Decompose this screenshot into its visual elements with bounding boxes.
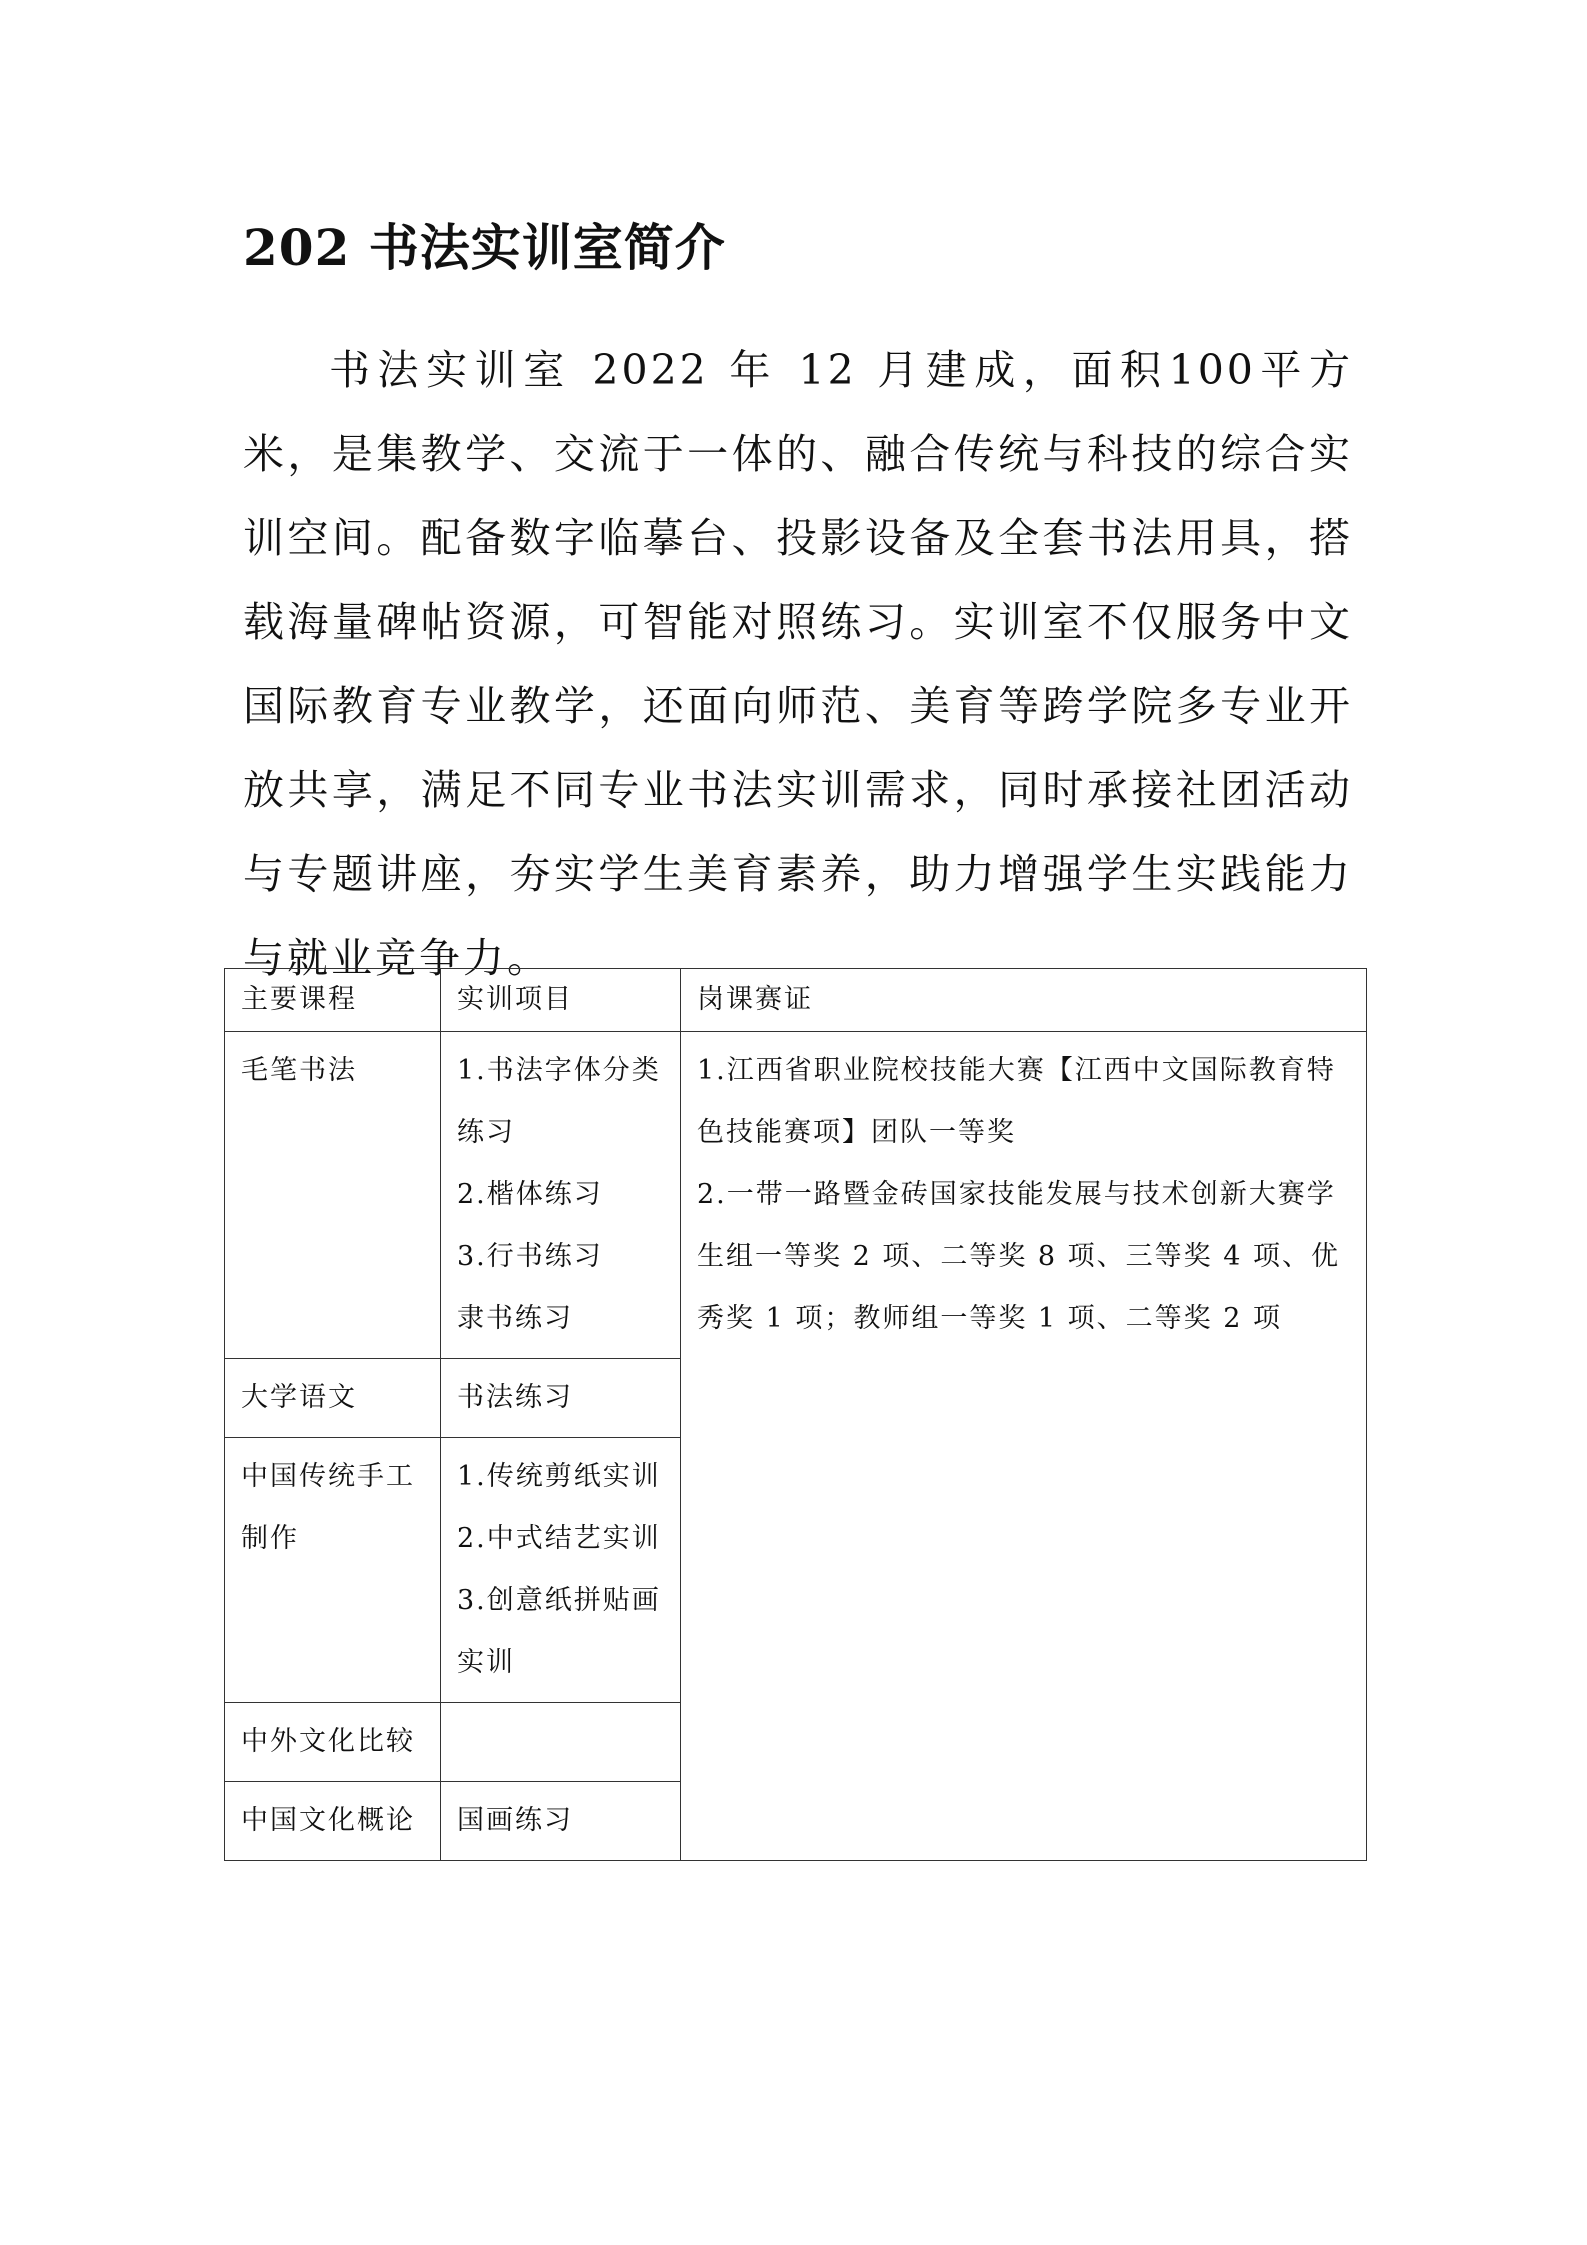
course-cell: 毛笔书法 <box>225 1032 441 1359</box>
course-cell: 中外文化比较 <box>225 1703 441 1782</box>
page-title: 202 书法实训室简介 <box>243 218 726 277</box>
intro-paragraph: 书法实训室 2022 年 12 月建成，面积100平方米，是集教学、交流于一体的、融合传统与科技的综合实训空间。配备数字临摹台、投影设备及全套书法用具，搭载海量碑帖资源，可智能对照练习。实训室不仅服务中文国际教育专业教学，还面向师范、美育等跨学院多专业开放共享，满足不同专业书法实训需求，同时承接社团活动与专题讲座，夯实学生美育素养，助力增强学生实践能力与就业竞争力。 <box>243 346 1353 982</box>
table-row <box>225 1032 1367 1359</box>
project-cell <box>441 1782 681 1861</box>
header-course: 主要课程 <box>225 969 441 1032</box>
project-cell <box>441 1438 681 1703</box>
project-cell <box>441 1032 681 1359</box>
award-item: 1.江西省职业院校技能大赛【江西中文国际教育特色技能赛项】团队一等奖 <box>697 1055 1336 1148</box>
project-item: 1.传统剪纸实训 <box>457 1461 661 1492</box>
table-header-row <box>225 969 1367 1032</box>
course-cell: 大学语文 <box>225 1359 441 1438</box>
course-table <box>224 968 1367 1861</box>
course-cell: 中国文化概论 <box>225 1782 441 1861</box>
table-body <box>225 1032 1367 1861</box>
awards-cell <box>681 1032 1367 1861</box>
project-cell <box>441 1359 681 1438</box>
award-item: 2.一带一路暨金砖国家技能发展与技术创新大赛学生组一等奖 2 项、二等奖 8 项、三等奖 4 项、优秀奖 1 项；教师组一等奖 1 项、二等奖 2 项 <box>697 1179 1341 1334</box>
project-item: 1.书法字体分类练习 <box>457 1055 661 1148</box>
project-cell <box>441 1703 681 1782</box>
table-header <box>225 969 1367 1032</box>
project-item: 国画练习 <box>457 1805 573 1836</box>
header-awards: 岗课赛证 <box>681 969 1367 1032</box>
project-item: 2.楷体练习 <box>457 1179 603 1210</box>
course-cell: 中国传统手工制作 <box>225 1438 441 1703</box>
project-item: 3.创意纸拼贴画实训 <box>457 1585 661 1678</box>
project-item: 隶书练习 <box>457 1303 573 1334</box>
header-project: 实训项目 <box>441 969 681 1032</box>
project-item: 书法练习 <box>457 1382 573 1413</box>
project-item: 3.行书练习 <box>457 1241 603 1272</box>
project-item: 2.中式结艺实训 <box>457 1523 661 1554</box>
